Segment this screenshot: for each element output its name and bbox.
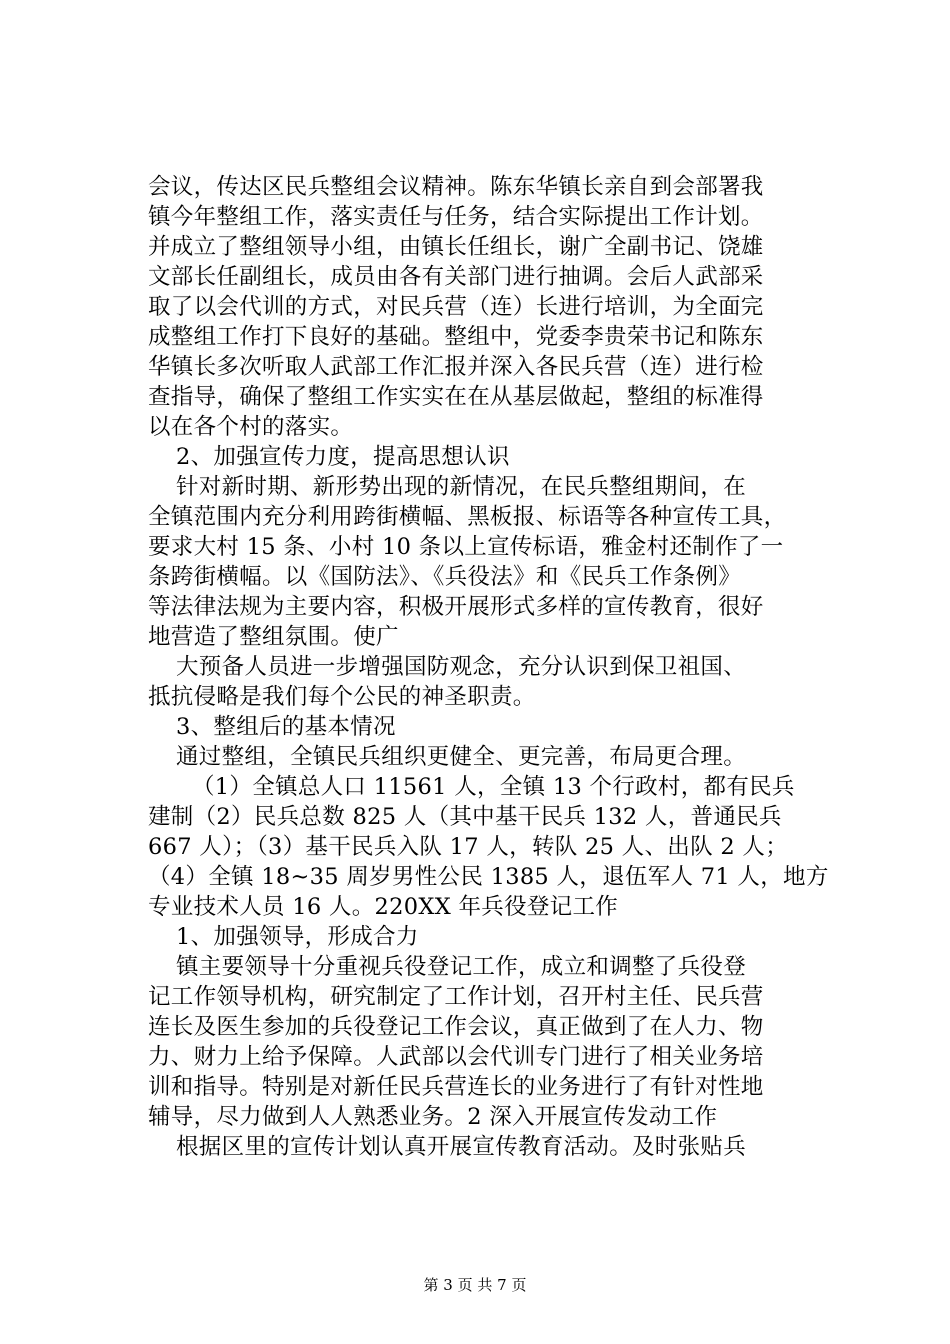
paragraph-line: 地营造了整组氛围。使广 [148,624,399,650]
paragraph-line: 根据区里的宣传计划认真开展宣传教育活动。及时张贴兵 [176,1134,747,1160]
section-heading: 3、整组后的基本情况 [176,714,396,740]
document-body [148,172,838,1162]
paragraph-line: 华镇长多次听取人武部工作汇报并深入各民兵营（连）进行检 [148,354,764,380]
paragraph-line: 记工作领导机构，研究制定了工作计划，召开村主任、民兵营 [148,984,764,1010]
paragraph-line: （1）全镇总人口 11561 人，全镇 13 个行政村，都有民兵 [192,774,795,800]
paragraph-line: 文部长任副组长，成员由各有关部门进行抽调。会后人武部采 [148,264,764,290]
paragraph-line: 查指导，确保了整组工作实实在在从基层做起，整组的标准得 [148,384,764,410]
paragraph-line: 建制（2）民兵总数 825 人（其中基干民兵 132 人，普通民兵 [148,804,782,830]
paragraph-line: （4）全镇 18~35 周岁男性公民 1385 人，退伍军人 71 人，地方 [148,864,829,890]
paragraph-line: 镇主要领导十分重视兵役登记工作，成立和调整了兵役登 [176,954,747,980]
paragraph-line: 力、财力上给予保障。人武部以会代训专门进行了相关业务培 [148,1044,764,1070]
paragraph-line: 要求大村 15 条、小村 10 条以上宣传标语，雅金村还制作了一 [148,534,784,560]
paragraph-line: 成整组工作打下良好的基础。整组中，党委李贵荣书记和陈东 [148,324,764,350]
paragraph-line: 抵抗侵略是我们每个公民的神圣职责。 [148,684,536,710]
paragraph-line: 667 人）；（3）基干民兵入队 17 人，转队 25 人、出队 2 人； [148,834,789,860]
paragraph-line: 专业技术人员 16 人。220XX 年兵役登记工作 [148,894,619,920]
page-footer: 第 3 页 共 7 页 [423,1276,527,1294]
paragraph-line: 会议，传达区民兵整组会议精神。陈东华镇长亲自到会部署我 [148,174,764,200]
paragraph-line: 训和指导。特别是对新任民兵营连长的业务进行了有针对性地 [148,1074,764,1100]
paragraph-line: 并成立了整组领导小组，由镇长任组长，谢广全副书记、饶雄 [148,234,764,260]
paragraph-line: 取了以会代训的方式，对民兵营（连）长进行培训，为全面完 [148,294,764,320]
paragraph-line: 镇今年整组工作，落实责任与任务，结合实际提出工作计划。 [148,204,764,230]
paragraph-line: 以在各个村的落实。 [148,414,354,440]
paragraph-line: 全镇范围内充分利用跨街横幅、黑板报、标语等各种宣传工具， [148,504,787,530]
paragraph-line: 条跨街横幅。以《国防法》、《兵役法》和《民兵工作条例》 [148,564,742,590]
paragraph-line: 辅导，尽力做到人人熟悉业务。2 深入开展宣传发动工作 [148,1104,718,1130]
paragraph-line: 针对新时期、新形势出现的新情况，在民兵整组期间，在 [176,474,747,500]
section-heading: 1、加强领导，形成合力 [176,924,419,950]
section-heading: 2、加强宣传力度，提高思想认识 [176,444,510,470]
paragraph-line: 通过整组，全镇民兵组织更健全、更完善，布局更合理。 [176,744,747,770]
paragraph-line: 连长及医生参加的兵役登记工作会议，真正做到了在人力、物 [148,1014,764,1040]
paragraph-line: 等法律法规为主要内容，积极开展形式多样的宣传教育，很好 [148,594,764,620]
paragraph-line: 大预备人员进一步增强国防观念，充分认识到保卫祖国、 [176,654,747,680]
